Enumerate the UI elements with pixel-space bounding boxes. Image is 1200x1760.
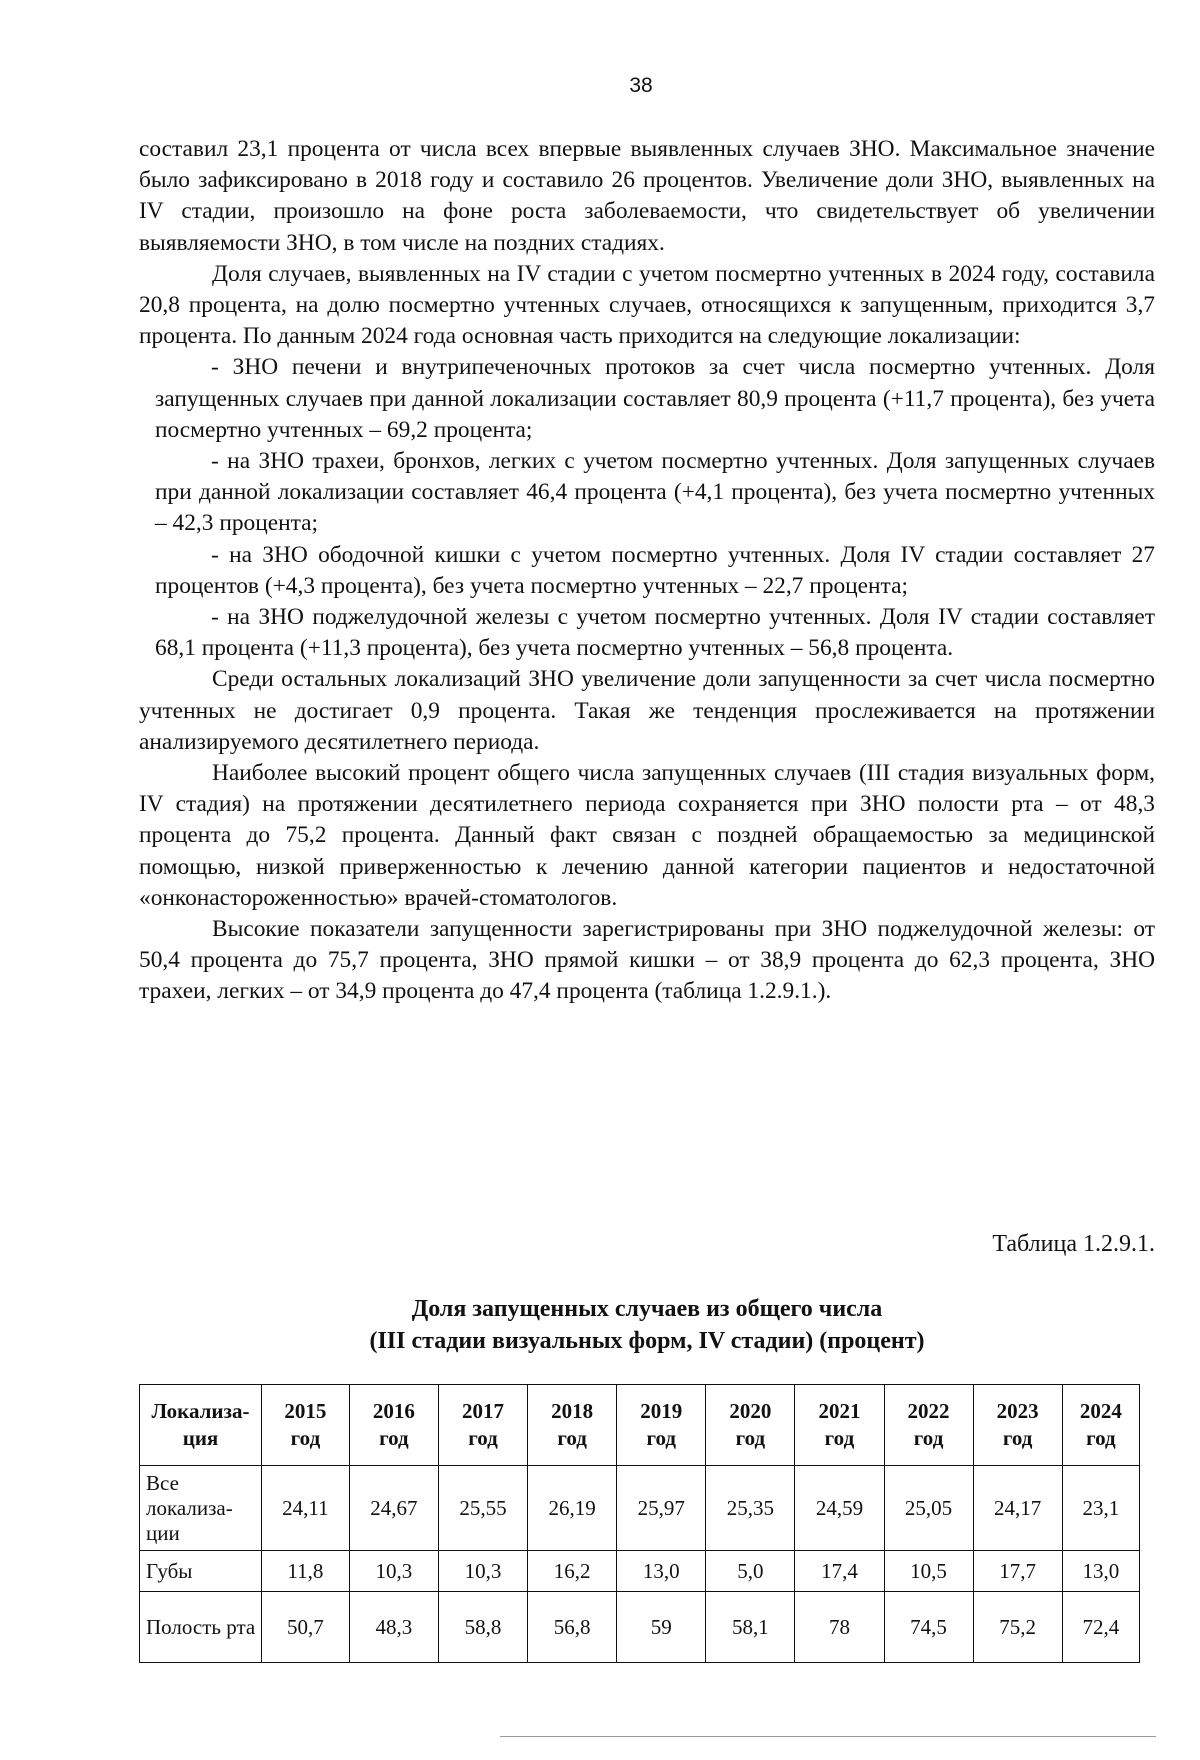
table-cell: 17,4 bbox=[795, 1551, 884, 1592]
table-cell: 75,2 bbox=[973, 1592, 1062, 1663]
header-cell-year bbox=[973, 1385, 1062, 1466]
table-cell: 24,67 bbox=[349, 1466, 438, 1551]
year: 2020 bbox=[729, 1399, 772, 1423]
table-title-line: (III стадии визуальных форм, IV стадии) (процент) bbox=[369, 1328, 925, 1354]
table-cell: 24,11 bbox=[262, 1466, 350, 1551]
table-header-row bbox=[140, 1385, 1140, 1466]
table-cell: 58,1 bbox=[706, 1592, 795, 1663]
table-cell: 58,8 bbox=[438, 1592, 527, 1663]
table-cell: 11,8 bbox=[262, 1551, 350, 1592]
table-cell: 24,59 bbox=[795, 1466, 884, 1551]
year: 2019 bbox=[640, 1399, 683, 1423]
table-cell: 10,3 bbox=[438, 1551, 527, 1592]
header-cell-year bbox=[349, 1385, 438, 1466]
year-suffix: год bbox=[824, 1426, 855, 1450]
table-cell: 72,4 bbox=[1062, 1592, 1139, 1663]
year: 2024 bbox=[1079, 1399, 1122, 1423]
year-suffix: год bbox=[1002, 1426, 1033, 1450]
table-row bbox=[140, 1592, 1140, 1663]
year-suffix: год bbox=[1086, 1426, 1116, 1450]
table-cell: 5,0 bbox=[706, 1551, 795, 1592]
table-row bbox=[140, 1551, 1140, 1592]
page-number: 38 bbox=[629, 74, 653, 97]
year-suffix: год bbox=[735, 1426, 766, 1450]
year-suffix: год bbox=[468, 1426, 498, 1450]
list-item: - ЗНО печени и внутрипеченочных протоков за счет числа посмертно учтенных. Доля запущенных случаев при данной локализации составляет 80,9 процента (+11,7 процента), без учета посмертно учтенных – 69,2 процента; bbox=[155, 354, 1155, 443]
year: 2017 bbox=[462, 1399, 504, 1423]
paragraph: Доля случаев, выявленных на IV стадии с учетом посмертно учтенных в 2024 году, составила 20,8 процента, на долю посмертно учтенных случаев, относящихся к запущенным, приходится 3,7 процента. По данным 2024 года основная часть приходится на следующие локализации: bbox=[139, 260, 1155, 350]
year-suffix: год bbox=[913, 1426, 944, 1450]
table-cell: 50,7 bbox=[262, 1592, 350, 1663]
table-cell: 25,97 bbox=[617, 1466, 706, 1551]
table-cell: 10,3 bbox=[349, 1551, 438, 1592]
header-cell-year bbox=[262, 1385, 350, 1466]
table-cell: 56,8 bbox=[528, 1592, 617, 1663]
header-cell-year bbox=[706, 1385, 795, 1466]
header-cell-year bbox=[1062, 1385, 1139, 1466]
table-cell: 10,5 bbox=[884, 1551, 973, 1592]
data-table bbox=[139, 1384, 1140, 1663]
paragraph: Наиболее высокий процент общего числа запущенных случаев (III стадия визуальных форм, IV стадия) на протяжении десятилетнего периода сохраняется при ЗНО полости рта – от 48,3 процента до 75,2 процента. Данный факт связан с поздней обращаемостью за медицинской помощью, низкой приверженностью к лечению данной категории пациентов и недостаточной «онконастороженностью» врачей-стоматологов. bbox=[139, 760, 1155, 911]
table-cell: 23,1 bbox=[1062, 1466, 1139, 1551]
paragraph: составил 23,1 процента от числа всех впервые выявленных случаев ЗНО. Максимальное значение было зафиксировано в 2018 году и составило 26 процентов. Увеличение доли ЗНО, выявленных на IV стадии, произошло на фоне роста заболеваемости, что свидетельствует об увеличении выявляемости ЗНО, в том числе на поздних стадиях. bbox=[139, 136, 1155, 256]
header-cell-year bbox=[884, 1385, 973, 1466]
table-cell: 24,17 bbox=[973, 1466, 1062, 1551]
table-title-line: Доля запущенных случаев из общего числа bbox=[411, 1296, 883, 1322]
row-label: Полость рта bbox=[140, 1592, 262, 1663]
table-cell: 74,5 bbox=[884, 1592, 973, 1663]
table-cell: 25,05 bbox=[884, 1466, 973, 1551]
row-label: Все локализа-ции bbox=[140, 1466, 262, 1551]
row-label: Губы bbox=[140, 1551, 262, 1592]
year: 2022 bbox=[907, 1399, 950, 1423]
year: 2016 bbox=[372, 1399, 415, 1423]
paragraph: Среди остальных локализаций ЗНО увеличение доли запущенности за счет числа посмертно учтенных не достигает 0,9 процента. Такая же тенденция прослеживается на протяжении анализируемого десятилетнего периода. bbox=[139, 666, 1155, 755]
year: 2015 bbox=[284, 1399, 327, 1423]
header-cell-year bbox=[528, 1385, 617, 1466]
table-cell: 25,35 bbox=[706, 1466, 795, 1551]
body-text bbox=[139, 134, 1155, 1008]
divider bbox=[500, 1736, 1156, 1737]
table-cell: 16,2 bbox=[528, 1551, 617, 1592]
table-cell: 13,0 bbox=[1062, 1551, 1139, 1592]
year-suffix: год bbox=[557, 1426, 587, 1450]
table-row bbox=[140, 1466, 1140, 1551]
paragraph: Высокие показатели запущенности зарегистрированы при ЗНО поджелудочной железы: от 50,4 процента до 75,7 процента, ЗНО прямой кишки – от 38,9 процента до 62,3 процента, ЗНО трахеи, легких – от 34,9 процента до 47,4 процента (таблица 1.2.9.1.). bbox=[139, 916, 1155, 1005]
list-item: - на ЗНО поджелудочной железы с учетом посмертно учтенных. Доля IV стадии составляет 68,1 процента (+11,3 процента), без учета посмертно учтенных – 56,8 процента. bbox=[155, 604, 1155, 662]
table-cell: 25,55 bbox=[438, 1466, 527, 1551]
list-item: - на ЗНО ободочной кишки с учетом посмертно учтенных. Доля IV стадии составляет 27 процентов (+4,3 процента), без учета посмертно учтенных – 22,7 процента; bbox=[155, 541, 1155, 599]
table-cell: 13,0 bbox=[617, 1551, 706, 1592]
list-item: - на ЗНО трахеи, бронхов, легких с учетом посмертно учтенных. Доля запущенных случаев при данной локализации составляет 46,4 процента (+4,1 процента), без учета посмертно учтенных – 42,3 процента; bbox=[155, 448, 1155, 537]
year-suffix: год bbox=[290, 1426, 321, 1450]
table-cell: 48,3 bbox=[349, 1592, 438, 1663]
table-caption: Таблица 1.2.9.1. bbox=[992, 1231, 1155, 1257]
header-cell-localization: Локализа-ция bbox=[140, 1385, 262, 1466]
header-cell-year bbox=[795, 1385, 884, 1466]
table-cell: 59 bbox=[617, 1592, 706, 1663]
table-title bbox=[139, 1293, 1155, 1357]
header-cell-year bbox=[438, 1385, 527, 1466]
header-cell-year bbox=[617, 1385, 706, 1466]
year: 2023 bbox=[996, 1399, 1039, 1423]
year: 2021 bbox=[818, 1399, 861, 1423]
year: 2018 bbox=[551, 1399, 594, 1423]
table-cell: 17,7 bbox=[973, 1551, 1062, 1592]
table-cell: 26,19 bbox=[528, 1466, 617, 1551]
year-suffix: год bbox=[646, 1426, 676, 1450]
table-cell: 78 bbox=[795, 1592, 884, 1663]
year-suffix: год bbox=[379, 1426, 409, 1450]
